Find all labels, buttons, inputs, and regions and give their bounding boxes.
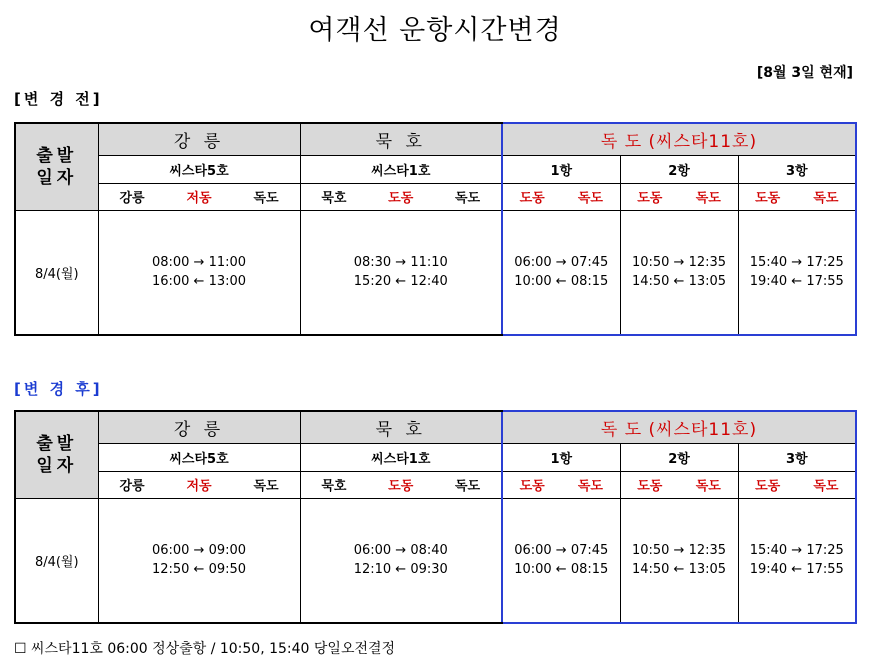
schedule-table-after [14,410,857,624]
ports-trip-3: 도동 독도 [738,471,856,498]
times-trip-2: 10:50 → 12:35 14:50 ← 13:05 [620,210,738,335]
times-trip-3: 15:40 → 17:25 19:40 ← 17:55 [738,210,856,335]
section-label-before: [변 경 전] [14,90,103,108]
trip-1: 1항 [502,443,620,471]
trip-2: 2항 [620,443,738,471]
times-trip-2: 10:50 → 12:35 14:50 ← 13:05 [620,498,738,623]
times-gangneung: 08:00 → 11:00 16:00 ← 13:00 [98,210,300,335]
trip-1: 1항 [502,155,620,183]
page-title: 여객선 운항시간변경 [308,15,562,46]
ship-seastar1: 씨스타1호 [300,443,502,471]
date-column-header: 출발 일자 [15,123,98,210]
ports-trip-3: 도동 독도 [738,183,856,210]
ports-trip-2: 도동 독도 [620,471,738,498]
schedule-table-before [14,122,857,336]
route-gangneung: 강 릉 [98,411,300,443]
ports-trip-1: 도동 독도 [502,471,620,498]
trip-3: 3항 [738,443,856,471]
times-trip-3: 15:40 → 17:25 19:40 ← 17:55 [738,498,856,623]
trip-2: 2항 [620,155,738,183]
times-trip-1: 06:00 → 07:45 10:00 ← 08:15 [502,210,620,335]
ship-seastar5: 씨스타5호 [98,443,300,471]
ports-mukho: 묵호 도동 독도 [300,183,502,210]
departure-date: 8/4(월) [15,210,98,335]
as-of-date: [8월 3일 현재] [756,65,853,81]
route-mukho: 묵 호 [300,123,502,155]
section-label-after: [변 경 후] [14,380,103,398]
ship-seastar1: 씨스타1호 [300,155,502,183]
ports-trip-1: 도동 독도 [502,183,620,210]
trip-3: 3항 [738,155,856,183]
footnote: ☐ 씨스타11호 06:00 정상출항 / 10:50, 15:40 당일오전결정 [14,641,396,657]
times-gangneung: 06:00 → 09:00 12:50 ← 09:50 [98,498,300,623]
times-mukho: 06:00 → 08:40 12:10 ← 09:30 [300,498,502,623]
ports-gangneung: 강릉 저동 독도 [98,183,300,210]
ports-gangneung: 강릉 저동 독도 [98,471,300,498]
ports-trip-2: 도동 독도 [620,183,738,210]
route-mukho: 묵 호 [300,411,502,443]
date-column-header: 출발 일자 [15,411,98,498]
times-trip-1: 06:00 → 07:45 10:00 ← 08:15 [502,498,620,623]
times-mukho: 08:30 → 11:10 15:20 ← 12:40 [300,210,502,335]
route-gangneung: 강 릉 [98,123,300,155]
route-dokdo: 독 도 (씨스타11호) [502,123,856,155]
departure-date: 8/4(월) [15,498,98,623]
ship-seastar5: 씨스타5호 [98,155,300,183]
route-dokdo: 독 도 (씨스타11호) [502,411,856,443]
ports-mukho: 묵호 도동 독도 [300,471,502,498]
